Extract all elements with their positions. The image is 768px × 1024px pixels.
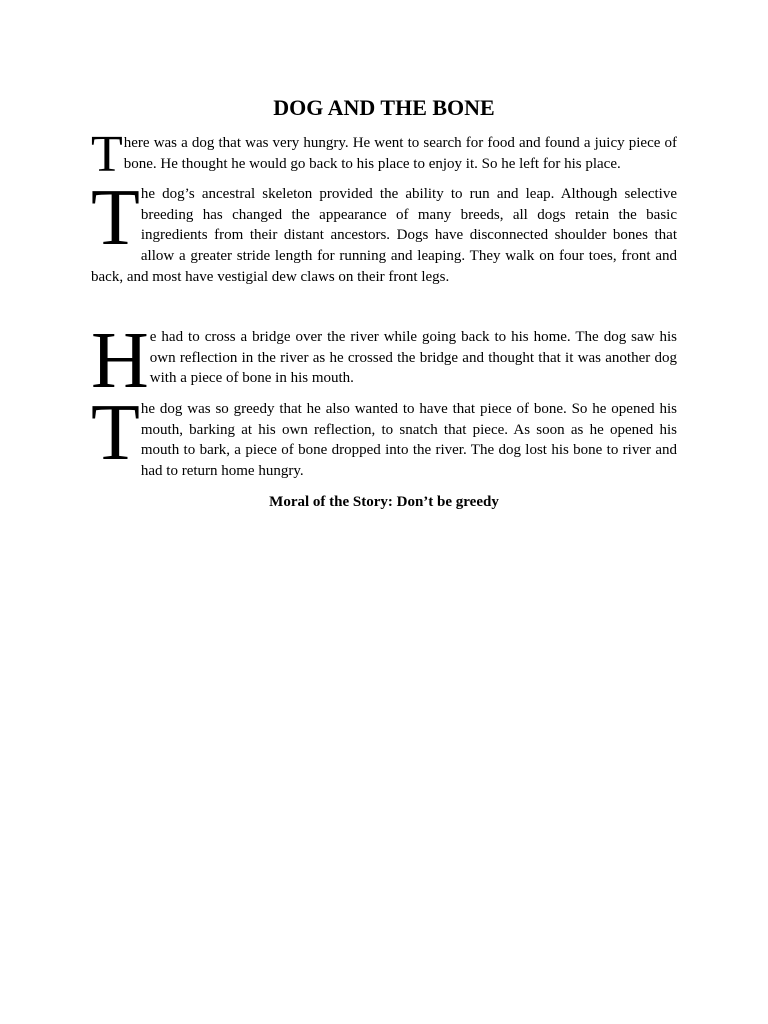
paragraph-text: he dog’s ancestral skeleton provided the ability to run and leap. Although selective breeding has changed the appearance of many breeds, all dogs retain the basic ingredients from their distant ancestors. Dogs have disconnected shoulder bones that allow a greater stride length for running and leaping. They walk on four toes, front and back, and most have vestigial dew claws on their front legs. <box>91 186 677 285</box>
paragraph-text: e had to cross a bridge over the river while going back to his home. The dog saw his own reflection in the river as he crossed the bridge and thought that it was another dog with a piece of bone in his mouth. <box>149 329 677 387</box>
drop-cap: T <box>91 126 123 183</box>
drop-cap: T <box>91 174 140 263</box>
story-moral: Moral of the Story: Don’t be greedy <box>269 494 499 511</box>
paragraph-3 <box>91 317 677 406</box>
drop-cap: H <box>91 317 149 406</box>
document-title: DOG AND THE BONE <box>273 95 495 120</box>
paragraph-1 <box>91 126 677 183</box>
paragraph-2 <box>91 174 677 287</box>
paragraph-text: he dog was so greedy that he also wanted to have that piece of bone. So he opened his mouth, barking at his own reflection, to snatch that piece. As soon as he opened his mouth to bark, a piece of bone dropped into the river. The dog lost his bone to river and had to return home hungry. <box>140 400 677 479</box>
paragraph-4 <box>91 388 677 481</box>
paragraph-text: here was a dog that was very hungry. He went to search for food and found a juicy piece of bone. He thought he would go back to his place to enjoy it. So he left for his place. <box>123 135 677 172</box>
drop-cap: T <box>91 388 140 477</box>
